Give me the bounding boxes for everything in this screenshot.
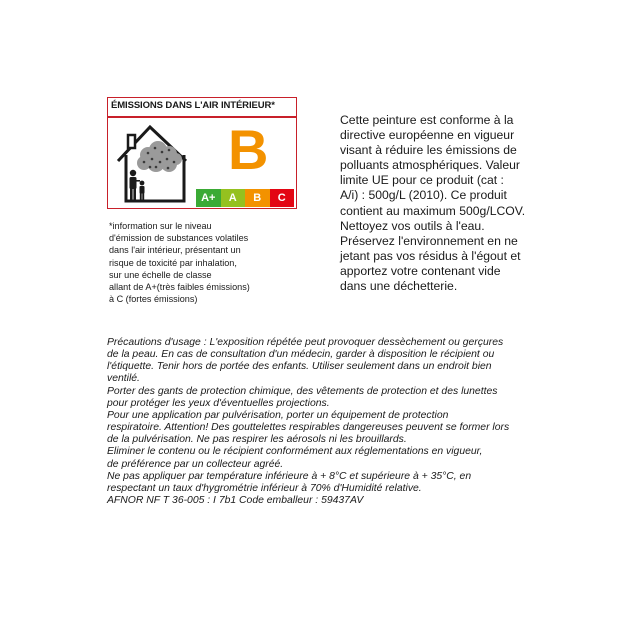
footnote-line: allant de A+(très faibles émissions): [109, 282, 250, 293]
precaution-line: de la peau. En cas de consultation d'un médecin, garder à disposition le récipient ou: [107, 349, 495, 361]
compliance-line: dans une déchetterie.: [340, 279, 458, 294]
grade-scale-cell: A+: [196, 189, 221, 207]
precaution-line: l'étiquette. Tenir hors de portée des enfants. Utiliser seulement dans un endroit bien: [107, 361, 492, 373]
compliance-line: directive européenne en vigueur: [340, 128, 515, 143]
footnote-line: risque de toxicité par inhalation,: [109, 257, 237, 268]
compliance-line: A/i) : 500g/L (2010). Ce produit: [340, 188, 507, 203]
precaution-line: ventilé.: [107, 373, 140, 385]
grade-scale-cell: C: [270, 189, 295, 207]
compliance-line: Préservez l'environnement en ne: [340, 233, 518, 248]
precaution-line: pour protéger les yeux d'éventuelles projections.: [107, 397, 330, 409]
precaution-line: respectant un taux d'hygrométrie inférieur à 70% d'Humidité relative.: [107, 482, 422, 494]
precaution-line: Pour une application par pulvérisation, porter un équipement de protection: [107, 409, 449, 421]
compliance-line: apportez votre contenant vide: [340, 263, 501, 278]
footnote-line: d'émission de substances volatiles: [109, 233, 249, 244]
footnote-line: sur une échelle de classe: [109, 269, 212, 280]
emission-label-title: ÉMISSIONS DANS L'AIR INTÉRIEUR*: [111, 100, 275, 111]
precaution-line: Ne pas appliquer par température inférieure à + 8°C et supérieure à + 35°C, en: [107, 470, 472, 482]
compliance-line: polluants atmosphériques. Valeur: [340, 158, 520, 173]
precaution-line: Précautions d'usage : L'exposition répétée peut provoquer dessèchement ou gerçures: [107, 337, 504, 348]
precaution-line: de la pulvérisation. Ne pas respirer les aérosols ni les brouillards.: [107, 434, 407, 446]
footnote-line: *information sur le niveau: [109, 221, 212, 231]
usage-precautions: [107, 337, 532, 507]
grade-scale-cell: B: [245, 189, 270, 207]
precaution-line: Porter des gants de protection chimique, des vêtements de protection et des lunettes: [107, 385, 498, 397]
compliance-line: limite UE pour ce produit (cat :: [340, 173, 504, 188]
precaution-line: Eliminer le contenu ou le récipient conformément aux réglementations en vigueur,: [107, 446, 483, 458]
precaution-line: respiratoire. Attention! Des gouttelettes respirables dangereuses peuvent se former lors: [107, 422, 510, 434]
grade-scale: [196, 189, 294, 207]
grade-scale-cell: A: [221, 189, 246, 207]
footnote-line: à C (fortes émissions): [109, 294, 198, 305]
emission-footnote: [109, 220, 284, 305]
compliance-text: [340, 113, 550, 294]
footnote-line: dans l'air intérieur, présentant un: [109, 245, 241, 256]
compliance-line: jetant pas vos résidus à l'égout et: [340, 248, 521, 263]
compliance-line: contient au maximum 500g/LCOV.: [340, 203, 526, 218]
compliance-line: Nettoyez vos outils à l'eau.: [340, 218, 485, 233]
emission-label: [107, 97, 297, 209]
house-with-cloud-and-people-icon: [114, 123, 192, 205]
precaution-line: AFNOR NF T 36-005 : I 7b1 Code emballeur : 59437AV: [107, 495, 364, 507]
precaution-line: de préférence par un collecteur agréé.: [107, 458, 284, 470]
emission-grade: B: [228, 118, 269, 181]
compliance-line: Cette peinture est conforme à la: [340, 113, 514, 127]
compliance-line: visant à réduire les émissions de: [340, 143, 517, 158]
